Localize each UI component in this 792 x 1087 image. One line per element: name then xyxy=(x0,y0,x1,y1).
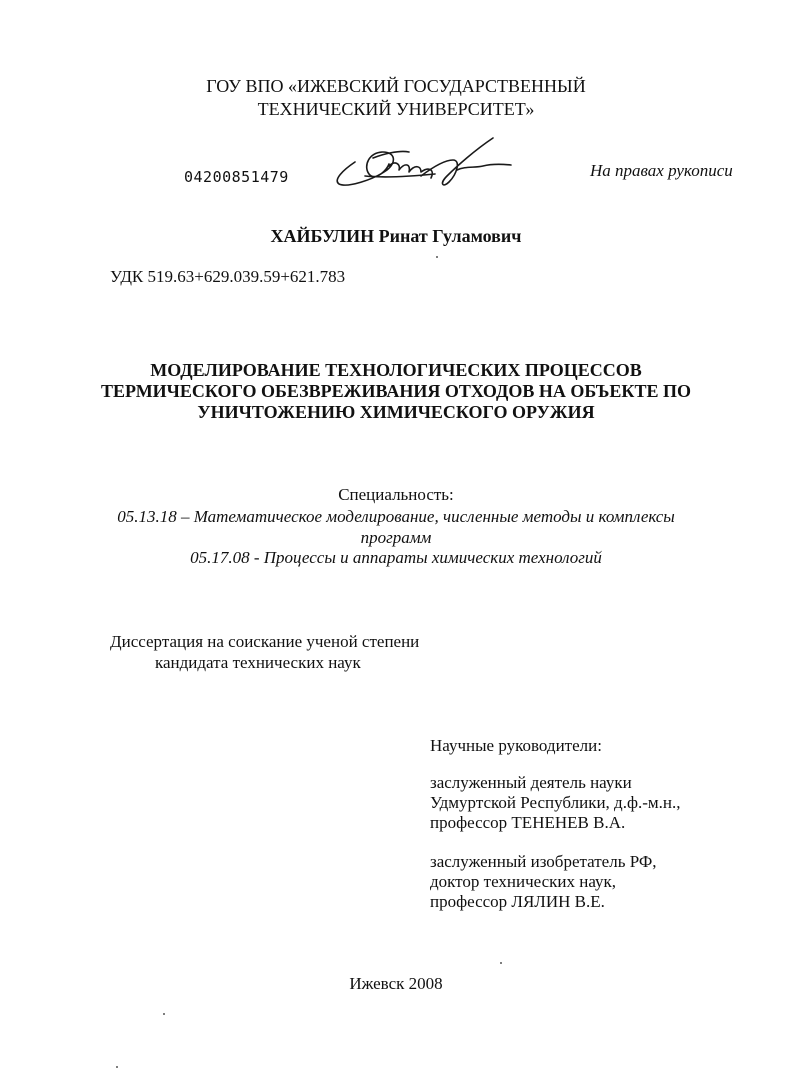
org-name-line1: ГОУ ВПО «ИЖЕВСКИЙ ГОСУДАРСТВЕННЫЙ xyxy=(206,76,586,96)
author-name xyxy=(0,225,792,248)
specialty-line3: 05.17.08 - Процессы и аппараты химических технологий xyxy=(190,548,602,567)
supervisor2-line1: заслуженный изобретатель РФ, xyxy=(430,852,657,871)
title-line1: МОДЕЛИРОВАНИЕ ТЕХНОЛОГИЧЕСКИХ ПРОЦЕССОВ xyxy=(150,360,642,380)
specialty-line1: 05.13.18 – Математическое моделирование, численные методы и комплексы xyxy=(117,507,675,526)
author-given-names: Ринат Гуламович xyxy=(374,226,522,246)
supervisor1-line3: профессор ТЕНЕНЕВ В.А. xyxy=(430,813,626,832)
specialty-line2: программ xyxy=(360,528,432,547)
udc-code: УДК 519.63+629.039.59+621.783 xyxy=(110,267,346,286)
degree-line1: Диссертация на соискание ученой степени xyxy=(110,632,420,651)
scan-speck xyxy=(500,962,502,964)
scan-speck xyxy=(436,256,438,258)
scan-speck xyxy=(163,1013,165,1015)
scan-speck xyxy=(116,1066,118,1068)
org-name-line2: ТЕХНИЧЕСКИЙ УНИВЕРСИТЕТ» xyxy=(257,99,535,119)
supervisor1-line2: Удмуртской Республики, д.ф.-м.н., xyxy=(430,793,681,812)
place-and-year: Ижевск 2008 xyxy=(349,974,443,993)
title-line3: УНИЧТОЖЕНИЮ ХИМИЧЕСКОГО ОРУЖИЯ xyxy=(197,402,595,422)
rights-note: На правах рукописи xyxy=(590,161,733,180)
specialty-heading: Специальность: xyxy=(338,485,454,504)
supervisor2-line3: профессор ЛЯЛИН В.Е. xyxy=(430,892,605,911)
signature-graphic xyxy=(325,130,525,200)
supervisor2-line2: доктор технических наук, xyxy=(430,872,617,891)
author-surname: ХАЙБУЛИН xyxy=(270,226,375,246)
supervisor1-line1: заслуженный деятель науки xyxy=(430,773,632,792)
degree-line2: кандидата технических наук xyxy=(155,653,361,672)
document-number: 04200851479 xyxy=(184,168,289,186)
title-line2: ТЕРМИЧЕСКОГО ОБЕЗВРЕЖИВАНИЯ ОТХОДОВ НА ОБЪЕКТЕ ПО xyxy=(101,381,691,401)
supervisors-heading: Научные руководители: xyxy=(430,736,602,755)
